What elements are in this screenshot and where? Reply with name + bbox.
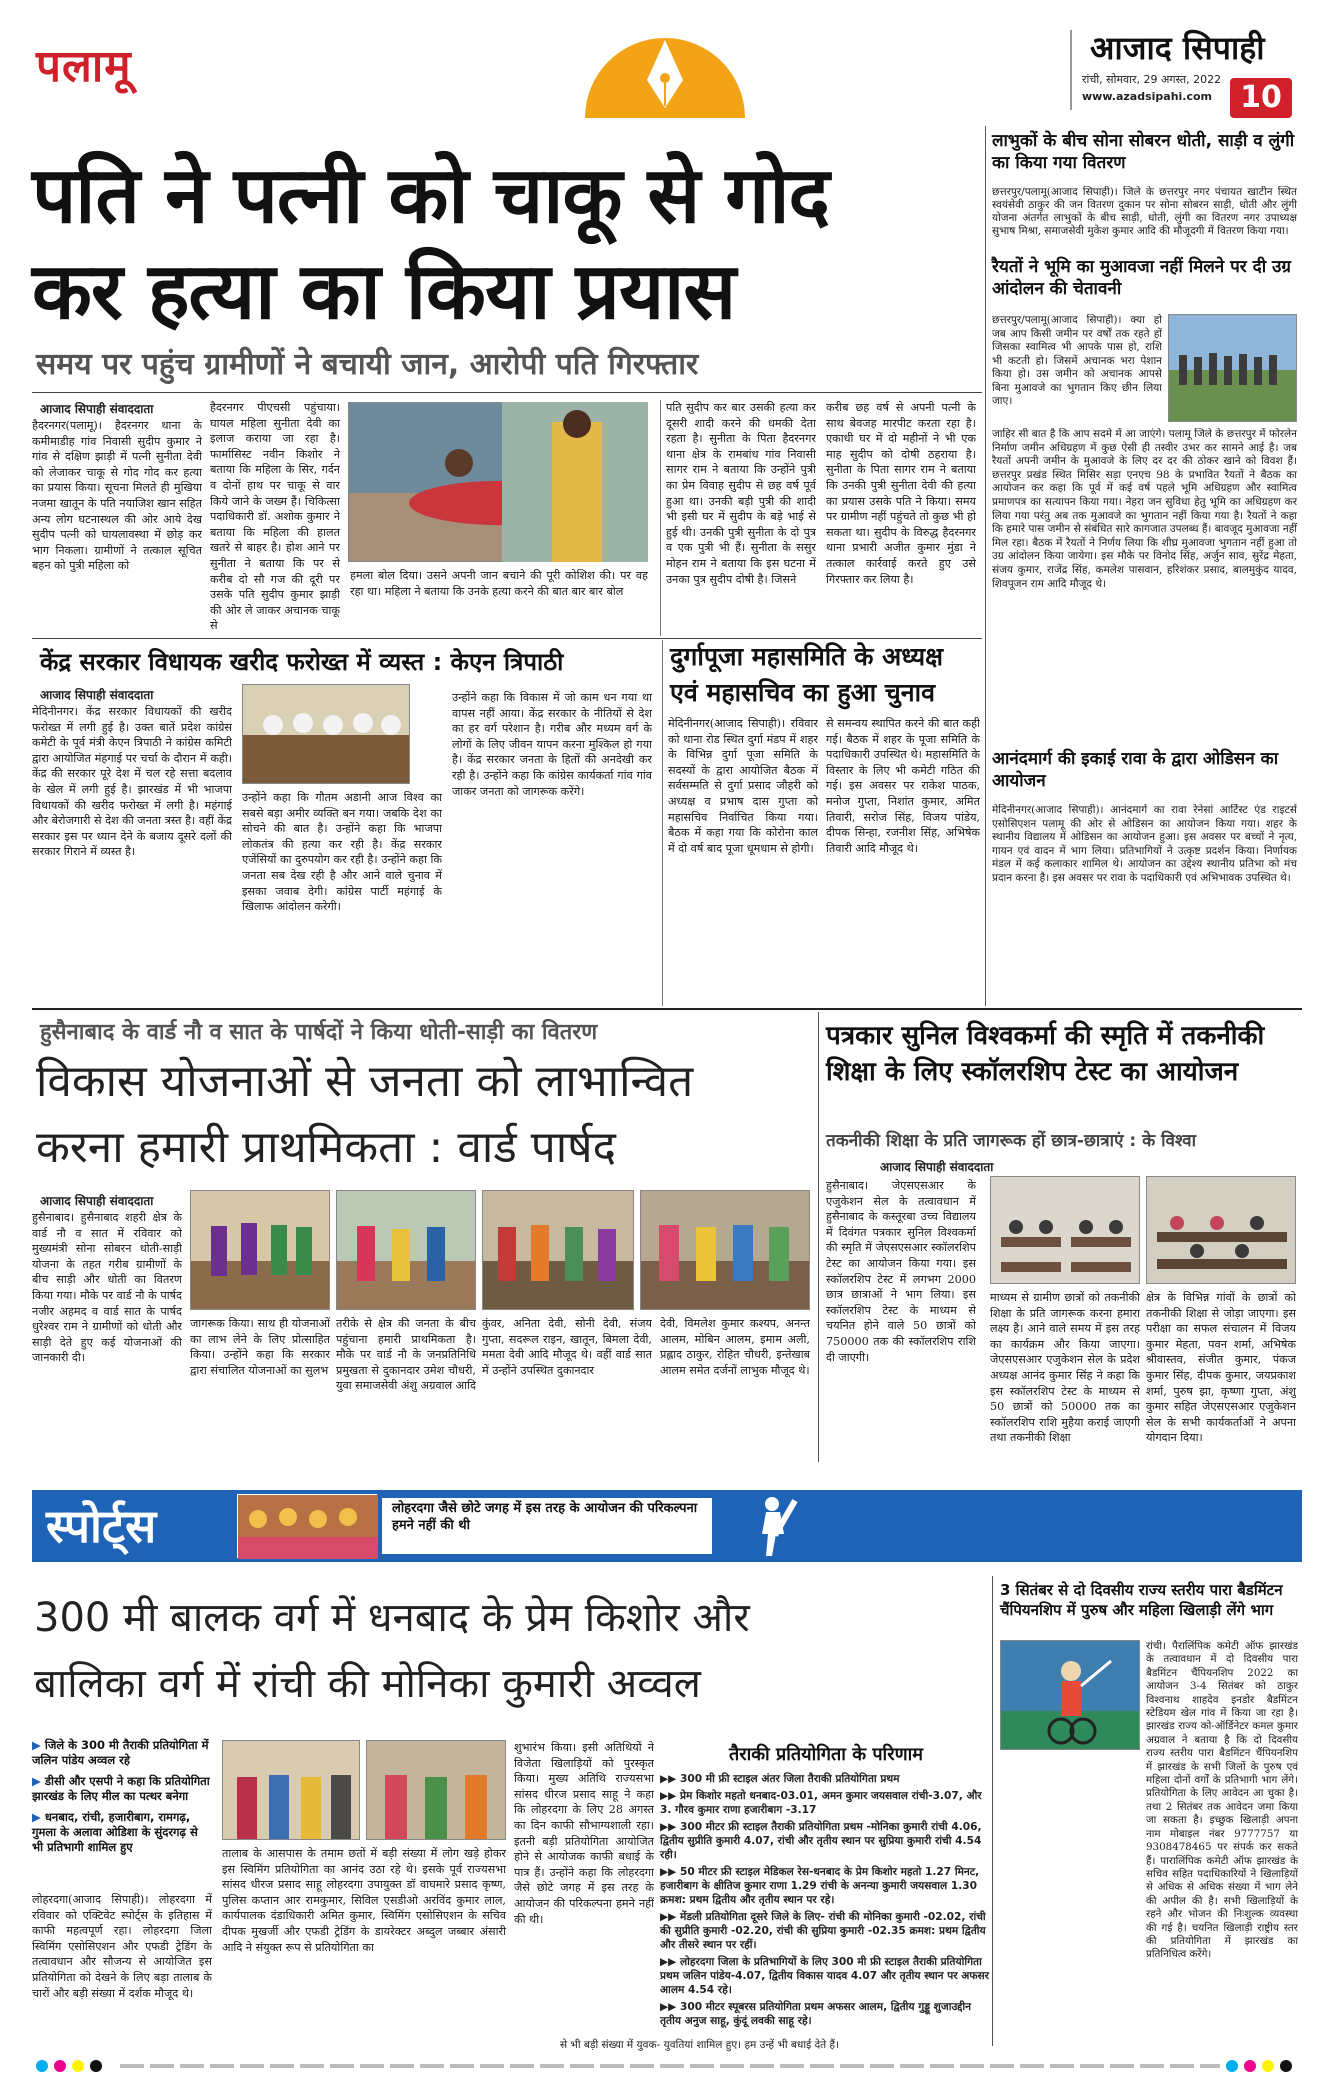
lead-subhead: समय पर पहुंच ग्रामीणों ने बचायी जान, आरोपी पति गिरफ्तार bbox=[36, 347, 699, 382]
story2-col1: मेदिनीनगर। केंद्र सरकार विधायकों की खरीद फरोख्त में लगी हुई है। उक्त बातें प्रदेश कांग्रेस कमेटी के पूर्व मंत्री केएन त्रिपाठी ने कांग्रेस कमिटी द्वारा आयोजित मंहगाई पर चर्चा के दौरान में कही। केंद्र की सरकार पूरे देश में चल रहे सत्ता बदलाव के खेल में लगी हुई है। झारखंड में भी भाजपा विधायकों की खरीद फरोख्त में लगी है। महंगाई और बेरोजगारी से देश की जनता त्रस्त है। वहीं केंद्र सरकार इस पर ध्यान देने के बजाय दूसरे दलों की सरकार गिराने में व्यस्त है। bbox=[32, 705, 232, 859]
story4-col3: तरीके से क्षेत्र की जनता के बीच पहुंचाना हमारी प्राथमिकता है। मौके पर वार्ड नौ के जनप्रतिनिधि प्रमुखता से दुकानदार उमेश चौधरी, युवा समाजसेवी अंशु अग्रवाल आदि bbox=[336, 1317, 476, 1393]
sidebar3-text: मेदिनीनगर(आजाद सिपाही)। आनंदमार्ग का रावा रेनेसां आर्टिस्ट एंड राइटर्स एसोसिएशन पलामू की ओर से ओडिसन का आयोजन किया गया। शहर के स्थानीय विद्यालय में ओडिसन का आयोजन हुआ। इस अवसर पर बच्चों ने नृत्य, गायन एवं वादन में भाग लिया। प्रतिभागियों ने उत्कृष्ट प्रदर्शन किया। निर्णायक मंडल में कई कलाकार शामिल थे। आयोजन का उद्देश्य स्थानीय प्रतिभा को मंच प्रदान करना है। इस अवसर पर रावा के पदाधिकारी एवं अभिभावक उपस्थित थे। bbox=[992, 804, 1297, 884]
arrow-icon: ▶ bbox=[32, 1774, 45, 1788]
arrow-icon: ▶▶ bbox=[660, 1911, 680, 1923]
sports-photo bbox=[237, 1494, 377, 1558]
story3-left-rule bbox=[662, 640, 663, 1006]
story6-col1: लोहरदगा(आजाद सिपाही)। लोहरदगा में रविवार को एक्टिवेट स्पोर्ट्स के इतिहास में काफी महत्वपूर्ण रहा। लोहरदगा जिला स्विमिंग एसोसिएशन और एफडी ट्रेडिंग के तत्वावधान और सौजन्य से आयोजित इस प्रतियोगिता को देखने के लिए बड़ा तालाब के चारों और बड़ी संख्या में दर्शक मौजूद थे। bbox=[32, 1893, 212, 2000]
story6-col3: शुभारंभ किया। इसी अतिथियों ने विजेता खिलाड़ियों को पुरस्कृत किया। मुख्य अतिथि राज्यसभा सांसद धीरज प्रसाद साहू ने कहा कि लोहरदगा के लिए 28 अगस्त का दिन काफी सौभाग्यशाली रहा। इतनी बड़ी प्रतियोगिता आयोजित होने से आयोजक काफी बधाई के पात्र हैं। उन्होंने कहा कि लोहरदगा जैसे छोटे जगह में इस तरह के आयोजन की परिकल्पना हमने नहीं की थी। bbox=[514, 1741, 654, 1926]
story4-headline-line1: विकास योजनाओं से जनता को लाभान्वित bbox=[36, 1056, 694, 1107]
result-item: ▶▶ 50 मीटर फ्री स्टाइल मेडिकल रेस-धनबाद के प्रेम किशोर महतो 1.27 मिनट, हजारीबाग के क्षीतिज कुमार राणा 1.29 रांची के अनन्या कुमारी जयसवाल 1.30 क्रमश: प्रथम द्वितीय और तृतीय स्थान पर रहे। bbox=[660, 1866, 980, 1906]
sidebar4-left-rule bbox=[992, 1576, 993, 2046]
website: www.azadsipahi.com bbox=[1082, 90, 1213, 103]
story6-col2: तालाब के आसपास के तमाम छतों में बड़ी संख्या में लोग खड़े होकर इस स्विमिंग प्रतियोगिता का आनंद उठा रहे थे। इसके पूर्व राज्यसभा सांसद धीरज प्रसाद साहू लोहरदगा उपायुक्त डॉ वाघमारे प्रसाद कृष्ण, पुलिस कप्तान आर रामकुमार, सिविल एसडीओ अरविंद कुमार लाल, कार्यपालक दंडाधिकारी अमित कुमार, स्विमिंग एसोसिएशन के सचिव दीपक मुखर्जी और एफडी ट्रेडिंग के डायरेक्टर अब्दुल जब्बार अंसारी आदि ने संयुक्त रूप से प्रतियोगिता का bbox=[222, 1847, 506, 1954]
story5-col2: माध्यम से ग्रामीण छात्रों को तकनीकी शिक्षा के प्रति जागरूक करना हमारा लक्ष्य है। आने वाले समय में इस तरह का कार्यक्रम और किया जाएगा। जेएसएसआर एजुकेशन सेल के प्रदेश अध्यक्ष आनंद कुमार सिंह ने कहा कि इस स्कॉलरशिप टेस्ट के माध्यम से 50 छात्रों को 50000 तक का स्कॉलरशिप राशि मुहैया कराई जाएगी तथा तकनीकी शिक्षा bbox=[990, 1291, 1140, 1445]
highlight-item: ▶ धनबाद, रांची, हजारीबाग, रामगढ़, गुमला के अलावा ओडिशा के सुंदरगढ़ से भी प्रतिभागी शामिल हुए bbox=[32, 1810, 198, 1854]
arrow-icon: ▶ bbox=[32, 1738, 45, 1752]
cricket-player-icon bbox=[732, 1494, 822, 1558]
result-item: ▶▶ लोहरदगा जिला के प्रतिभागियों के लिए 300 मी फ्री स्टाइल तैराकी प्रतियोगिता प्रथम जलिन पांडेय-4.07, द्वितीय विकास यादव 4.07 और तृतीय स्थान पर अफसर आलम 4.54 रहे। bbox=[660, 1956, 990, 1996]
arrow-icon: ▶▶ bbox=[660, 1821, 680, 1833]
dateline: रांची, सोमवार, 29 अगस्त, 2022 bbox=[1082, 73, 1222, 86]
story5-photo-2 bbox=[1146, 1176, 1296, 1284]
sports-quote: लोहरदगा जैसे छोटे जगह में इस तरह के आयोजन की परिकल्पना हमने नहीं की थी bbox=[392, 1501, 698, 1533]
highlight-item: ▶ जिले के 300 मी तैराकी प्रतियोगिता में जलिन पांडेय अव्वल रहे bbox=[32, 1738, 209, 1767]
sidebar1-headline: लाभुकों के बीच सोना सोबरन धोती, साड़ी व लुंगी का किया गया वितरण bbox=[992, 131, 1295, 173]
story2-col2: उन्होंने कहा कि गौतम अडानी आज विश्व का सबसे बड़ा अमीर व्यक्ति बन गया। जबकि देश का सोचने की बात है। उन्होंने कहा कि भाजपा लोकतंत्र की हत्या कर रही है। केंद्र सरकार एजेंसियों का दुरुपयोग कर रही है। उन्होंने कहा कि जनता सब देख रही है और आने वाले चुनाव में इसका जवाब देगी। कांग्रेस पार्टी महंगाई के खिलाफ आंदोलन करेगी। bbox=[242, 791, 442, 914]
sidebar3-headline: आनंदमार्ग की इकाई रावा के द्वारा ओडिसन का आयोजन bbox=[992, 749, 1279, 791]
result-item: ▶▶ 300 मी फ्री स्टाइल अंतर जिला तैराकी प्रतियोगिता प्रथम bbox=[660, 1773, 900, 1785]
sidebar2-intro: छत्तरपुर/पलामू(आजाद सिपाही)। क्या हो जब आप किसी जमीन पर वर्षों तक रहते हों जिसका स्वामित्व भी आपके पास हो, राशि भी कटती हो। जिसमें अचानक भरा पेशान किया हो। उस जमीन को अचानक आपसे बिना मुआवजे का भुगतान किए छीन लिया जाए। bbox=[992, 314, 1162, 407]
lead-col3: पति सुदीप कर बार उसकी हत्या कर दूसरी शादी करने की धमकी देता रहता है। सुनीता के पिता हैदरनगर थाना क्षेत्र के रामबांध गांव निवासी सागर राम ने बताया कि उन्होंने पुत्री का प्रेम विवाह सुदीप से छह वर्ष पूर्व हुआ था। उनकी बड़ी पुत्री की शादी भी इसी घर में सुदीप के बड़े भाई से हुई थी। उनकी पुत्री सुनीता के दो पुत्र व एक पुत्री भी हैं। सुनीता के ससुर मोहन राम ने बताया कि इस घटना में उनका पुत्र सुदीप दोषी है। जिसने bbox=[666, 401, 816, 586]
sidebar1-text: छत्तरपुर/पलामू(आजाद सिपाही)। जिले के छत्तरपुर नगर पंचायत खाटीन स्थित स्वयंसेवी ठाकुर की जन वितरण दुकान पर सोना सोबरन साड़ी, धोती और लुंगी योजना अंतर्गत लाभुकों के बीच साड़ी, धोती, लुंगी का वितरण नगर उपाध्यक्ष सुभाष मिश्रा, समाजसेवी मुकेश कुमार आदि की मौजूदगी में वितरण किया गया। bbox=[992, 186, 1297, 237]
page-number: 10 bbox=[1230, 78, 1292, 118]
section-title: पलामू bbox=[36, 41, 132, 92]
lead-col1: हैदरनगर(पलामू)। हैदरनगर थाना के कमीमाडीह गांव निवासी सुदीप कुमार ने गांव से दक्षिण झाड़ी में पत्नी सुनीता देवी को लेजाकर चाकू से गोद गोद कर हत्या का प्रयास किया। सूचना मिलते ही मुखिया नजमा खातून के पति नयाजिश खान सहित अन्य लोग घटनास्थल की ओर आये देख सुदीप पत्नी को घायलावस्था में छोड़ कर भाग निकला। ग्रामीणों ने तत्काल सूचित बहन को पुत्री महिला को bbox=[32, 419, 202, 573]
story4-top-rule bbox=[32, 1008, 1302, 1010]
lead-photo-2 bbox=[502, 402, 648, 562]
arrow-icon: ▶▶ bbox=[660, 1866, 680, 1878]
story4-col4: कुंवर, अनिता देवी, सोनी देवी, संजय गुप्ता, सदरूल राइन, खातून, बिमला देवी, ममता देवी आदि मौजूद थे। वहीं वार्ड सात में उन्होंने उपस्थित दुकानदार bbox=[482, 1317, 652, 1377]
story2-byline: आजाद सिपाही संवाददाता bbox=[40, 688, 154, 702]
story4-byline: आजाद सिपाही संवाददाता bbox=[40, 1194, 154, 1208]
story3-headline-line2: एवं महासचिव का हुआ चुनाव bbox=[670, 678, 936, 707]
sidebar4-text: रांची। पैरालिंपिक कमेटी ऑफ झारखंड के तत्वावधान में दो दिवसीय पारा बैडमिंटन चैंपियनशिप 2022 का आयोजन 3-4 सितंबर को ठाकुर विश्वनाथ शाहदेव इनडोर बैडमिंटन स्टेडियम खेल गांव में किया जा रहा है। झारखंड राज्य को-ऑर्डिनेटर कमल कुमार अग्रवाल ने बताया है कि दो दिवसीय राज्य स्तरीय पारा बैडमिंटन चैंपियनशिप में झारखंड के सभी जिलों के पुरुष एवं महिला दोनों वर्गों के प्रतिभागी भाग लेंगे। प्रतियोगिता के लिए आवेदन आ चुका है। तथा 2 सितंबर तक आवेदन जमा किया जा सकता है। इच्छुक खिलाड़ी अपना नाम मोबाइल नंबर 9777757 या 9308478465 पर संपर्क कर सकते हैं। पारालिंपिक कमेटी ऑफ झारखंड के सचिव सहित पदाधिकारियों ने खिलाड़ियों से अधिक से अधिक संख्या में भाग लेने की अपील की है। सभी खिलाड़ियों के रहने और भोजन की निःशुल्क व्यवस्था की गई है। चयनित खिलाड़ी राष्ट्रीय स्तर की प्रतियोगिता में झारखंड का प्रतिनिधित्व करेंगे। bbox=[1146, 1640, 1298, 1961]
lead-byline: आजाद सिपाही संवाददाता bbox=[40, 402, 154, 416]
result-item: ▶▶ प्रेम किशोर महतो धनबाद-03.01, अमन कुमार जयसवाल रांची-3.07, और 3. गौरव कुमार राणा हजारीबाग -3.17 bbox=[660, 1790, 982, 1816]
results-list bbox=[660, 1772, 990, 2028]
story2-col3: उन्होंने कहा कि विकास में जो काम धन गया था वापस नहीं आया। केंद्र सरकार के नीतियों से देश का हर वर्ग परेशान है। गरीब और मध्यम वर्ग के लोगों के लिए जीवन यापन करना मुश्किल हो गया है। केंद्र सरकार जनता के हितों की अनदेखी कर रही है। उन्होंने कहा कि कांग्रेस कार्यकर्ता गांव गांव जाकर जनता को जागरूक करेंगे। bbox=[452, 691, 652, 798]
sidebar2-photo bbox=[1168, 314, 1297, 422]
sidebar-divider bbox=[985, 126, 986, 1006]
sidebar4-photo bbox=[1000, 1640, 1140, 1750]
story5-left-rule bbox=[818, 1012, 819, 1462]
sports-banner bbox=[32, 1490, 1302, 1562]
footer-bar bbox=[120, 2064, 1220, 2068]
results-title: तैराकी प्रतियोगिता के परिणाम bbox=[728, 1744, 924, 1765]
story4-col2: जागरूक किया। साथ ही योजनाओं का लाभ लेने के लिए प्रोत्साहित किया। उन्होंने कहा कि सरकार द्वारा संचालित योजनाओं का सुलभ bbox=[190, 1317, 330, 1377]
pen-nib-icon bbox=[575, 18, 755, 118]
paper-name: आजाद सिपाही bbox=[1090, 29, 1265, 67]
story4-photo-2 bbox=[336, 1190, 476, 1310]
story4-kicker: हुसैनाबाद के वार्ड नौ व सात के पार्षदों ने किया धोती-साड़ी का वितरण bbox=[40, 1020, 598, 1045]
story3-headline-line1: दुर्गापूजा महासमिति के अध्यक्ष bbox=[670, 642, 944, 671]
story2-top-rule bbox=[32, 638, 982, 639]
lead-headline-line1: पति ने पत्नी को चाकू से गोद bbox=[32, 151, 829, 241]
story4-photo-1 bbox=[190, 1190, 330, 1310]
story4-col1: हुसैनाबाद। हुसैनाबाद शहरी क्षेत्र के वार्ड नौ व सात में रविवार को मुख्यमंत्री सोना सोबरन धोती-साड़ी योजना के तहत गरीब ग्रामीणों के बीच साड़ी और धोती का वितरण किया गया। मौके पर वार्ड नौ के पार्षद नजीर अहमद व वार्ड सात के पार्षद धुरेश्वर राम ने ग्रामीणों को धोती और साड़ी देते हुए कई योजनाओं की जानकारी दी। bbox=[32, 1211, 182, 1365]
arrow-icon: ▶ bbox=[32, 1810, 45, 1824]
arrow-icon: ▶▶ bbox=[660, 1773, 680, 1785]
story3-col1: मेदिनीनगर(आजाद सिपाही)। रविवार को थाना रोड स्थित दुर्गा मंडप में शहर के विभिन्न दुर्गा पूजा समिति के सदस्यों के द्वारा आयोजित बैठक में सर्वसम्मति से दुर्गा प्रसाद जौहरी को अध्यक्ष व प्रभाष दास गुप्ता को महासचिव निर्वाचित किया गया। बैठक में कहा गया कि कोरोना काल में दो वर्ष बाद पूजा धूमधाम से होगी। bbox=[668, 717, 818, 855]
lead-headline-line2: कर हत्या का किया प्रयास bbox=[32, 247, 736, 337]
story6-headline-line1: 300 मी बालक वर्ग में धनबाद के प्रेम किशोर और bbox=[34, 1595, 750, 1641]
story5-headline: पत्रकार सुनिल विश्वकर्मा की स्मृति में तकनीकी शिक्षा के लिए स्कॉलरशिप टेस्ट का आयोजन bbox=[826, 1021, 1265, 1087]
result-item: ▶▶ मेंडली प्रतियोगिता दूसरे जिले के लिए- रांची की मोनिका कुमारी -02.02, रांची की सुप्रीति कुमारी -02.20, रांची की सुप्रिया कुमारी -02.35 क्रमश: प्रथम द्वितीय और तीसरे स्थान पर रहीं। bbox=[660, 1911, 986, 1951]
result-item: ▶▶ 300 मीटर फ्री स्टाइल तैराकी प्रतियोगिता प्रथम -मोनिका कुमारी रांची 4.06, द्वितीय सुप्रीति कुमारी 4.07, रांची और तृतीय स्थान पर सुप्रिया कुमारी रांची 4.54 रही। bbox=[660, 1821, 982, 1861]
sidebar2-body: जाहिर सी बात है कि आप सदमे में आ जाएंगे। पलामू जिले के छत्तरपुर में फोरलेन निर्माण जमीन अधिग्रहण में कुछ ऐसी ही तस्वीर उभर कर सामने आई है। जब रैयतों अपनी जमीन के मुआवजे के लिए दर दर की ठोकर खाने को विवश हैं। छत्तरपुर प्रखंड स्थित मिसिर सड़ा एनएच 98 के प्रभावित रैयतों ने बैठक का आयोजन कर कहा कि पूर्व में कई वर्ष पहले भूमि अधिग्रहण और स्वामित्व प्रमाणपत्र का सत्यापन किया गया। नेहरा जन सुविधा हेतु भूमि का अधिग्रहण कर लिया गया परंतु अब तक मुआवजे का भुगतान नहीं किया गया है। रैयतों ने कहा कि हमारे पास जमीन से संबंधित सारे कागजात उपलब्ध हैं। बावजूद मुआवजा नहीं मिल रहा। बैठक में रैयतों ने निर्णय लिया कि शीघ्र मुआवजा भुगतान नहीं हुआ तो उग्र आंदोलन किया जायेगा। इस मौके पर विनोद सिंह, अर्जुन साव, सुरेंद्र मेहता, संजय कुमार, राजेंद्र सिंह, कमलेश पासवान, हरिशंकर प्रसाद, बालमुकुंद यादव, शिवपूजन राम आदि मौजूद थे। bbox=[992, 428, 1297, 590]
lead-photo-caption: हमला बोल दिया। उसने अपनी जान बचाने की पूरी कोशिश की। पर वह रहा था। महिला ने बताया कि उनके हत्या करने की बात बार बार बोल bbox=[350, 569, 648, 598]
registration-dots-left bbox=[36, 2060, 102, 2072]
arrow-icon: ▶▶ bbox=[660, 1956, 680, 1968]
masthead-divider bbox=[1070, 30, 1072, 110]
story4-col5: देवी, विमलेश कुमार कश्यप, अनन्त आलम, मोबिन आलम, इमाम अली, प्रह्लाद ठाकुर, रोहित चौधरी, इन्तेखाब आलम समेत दर्जनों लाभुक मौजूद थे। bbox=[660, 1317, 810, 1377]
story2-photo bbox=[242, 684, 410, 784]
story6-headline-line2: बालिका वर्ग में रांची की मोनिका कुमारी अव्वल bbox=[34, 1661, 701, 1707]
result-item: ▶▶ 300 मीटर स्पूबरस प्रतियोगिता प्रथम अफसर आलम, द्वितीय गुड्डू शुजाउद्दीन तृतीय अनुज साहू, कुंदूं लवकी साहू रहे। bbox=[660, 2001, 971, 2027]
story4-photo-4 bbox=[640, 1190, 810, 1310]
story6-photo-2 bbox=[366, 1740, 506, 1840]
story2-headline: केंद्र सरकार विधायक खरीद फरोख्त में व्यस्त : केएन त्रिपाठी bbox=[40, 648, 564, 676]
sports-label: स्पोर्ट्स bbox=[46, 1499, 157, 1553]
lead-col4: करीब छह वर्ष से अपनी पत्नी के साथ बेवजह मारपीट करता रहा है। एकाधी घर में दो महीनों ने भी एक माह सुदीप को दोषी ठहराया है। सुनीता के पिता सागर राम ने बताया कि उनकी पुत्री सुनीता देवी की हत्या का प्रयास उसके पति ने किया। समय पर ग्रामीण नहीं पहुंचते तो कुछ भी हो सकता था। सुदीप के विरुद्ध हैदरनगर थाना प्रभारी अजीत कुमार मुंडा ने तत्काल कार्रवाई करते हुए उसे गिरफ्तार कर लिया है। bbox=[826, 401, 976, 586]
lead-col2: हैदरनगर पीएचसी पहुंचाया। घायल महिला सुनीता देवी का इलाज कराया जा रहा है। फार्मासिस्ट नवीन किशोर ने बताया कि महिला के सिर, गर्दन व दोनों हाथ पर चाकू से वार किये जाने के जख्म हैं। चिकित्सा पदाधिकारी डॉ. अशोक कुमार ने बताया कि महिला की हालत खतरे से बाहर है। होश आने पर सुनीता ने बताया कि पर से करीब दो सौ गज की दूरी पर उसके पति सुदीप कुमार झाड़ी की ओर ले जाकर अचानक चाकू से bbox=[210, 401, 340, 633]
story5-photo-1 bbox=[990, 1176, 1140, 1284]
logo-emblem bbox=[575, 18, 755, 118]
lead-headline bbox=[32, 148, 982, 340]
story4-photo-3 bbox=[482, 1190, 634, 1310]
story4-headline-line2: करना हमारी प्राथमिकता : वार्ड पार्षद bbox=[36, 1122, 616, 1173]
lead-divider bbox=[32, 392, 982, 393]
story5-byline: आजाद सिपाही संवाददाता bbox=[880, 1160, 994, 1174]
story6-footer-note: से भी बड़ी संख्या में युवक- युवतियां शामिल हुए। हम उन्हें भी बधाई देते हैं। bbox=[560, 2039, 840, 2051]
arrow-icon: ▶▶ bbox=[660, 1790, 680, 1802]
story6-highlights bbox=[32, 1738, 212, 1855]
registration-dots-right bbox=[1226, 2060, 1292, 2072]
story5-col3: क्षेत्र के विभिन्न गांवों के छात्रों को तकनीकी शिक्षा से जोड़ा जाएगा। इस परीक्षा का सफल संचालन में विजय कुमार मेहता, पवन शर्मा, अभिषेक श्रीवास्तव, संजीत कुमार, पंकज कुमार सिंह, दीपक कुमार, जयप्रकाश शर्मा, पुरुष झा, कृष्णा गुप्ता, अंशु कुमार सहित जेएसएसआर एजुकेशन सेल के सभी कार्यकर्ताओं ने अपना योगदान दिया। bbox=[1146, 1291, 1296, 1445]
story5-subhead: तकनीकी शिक्षा के प्रति जागरूक हों छात्र-छात्राएं : के विश्वा bbox=[826, 1131, 1197, 1151]
highlight-item: ▶ डीसी और एसपी ने कहा कि प्रतियोगिता झारखंड के लिए मील का पत्थर बनेगा bbox=[32, 1774, 210, 1803]
col-divider bbox=[660, 400, 661, 636]
story5-col1: हुसैनाबाद। जेएसएसआर के एजुकेशन सेल के तत्वावधान में हुसैनाबाद के कस्तूरबा उच्च विद्यालय में दिवंगत पत्रकार सुनिल विश्वकर्मा की स्मृति में जेएसएसआर स्कॉलरशिप टेस्ट का आयोजन किया गया। इस स्कॉलरशिप टेस्ट में लगभग 2000 छात्र छात्राओं ने भाग लिया। इस स्कॉलरशिप टेस्ट के माध्यम से चयनित होने वाले 50 छात्रों को 750000 तक की स्कॉलरशिप राशि दी जाएगी। bbox=[826, 1179, 976, 1364]
sidebar4-headline: 3 सितंबर से दो दिवसीय राज्य स्तरीय पारा बैडमिंटन चैंपियनशिप में पुरुष और महिला खिलाड़ी लेंगे भाग bbox=[1000, 1581, 1283, 1619]
story3-col2: से समन्वय स्थापित करने की बात कही गई। बैठक में शहर के पूजा समिति के पदाधिकारी उपस्थित थे। महासमिति के विस्तार के लिए भी कमेटी गठित की गई। इस अवसर पर राकेश पाठक, मनोज गुप्ता, निशांत कुमार, अमित तिवारी, सरोज सिंह, विजय पांडेय, दीपक सिन्हा, रजनीश सिंह, अभिषेक तिवारी आदि मौजूद थे। bbox=[826, 717, 980, 855]
sidebar2-headline: रैयतों ने भूमि का मुआवजा नहीं मिलने पर दी उग्र आंदोलन की चेतावनी bbox=[992, 257, 1291, 299]
arrow-icon: ▶▶ bbox=[660, 2001, 680, 2013]
story6-photo-1 bbox=[222, 1740, 360, 1840]
